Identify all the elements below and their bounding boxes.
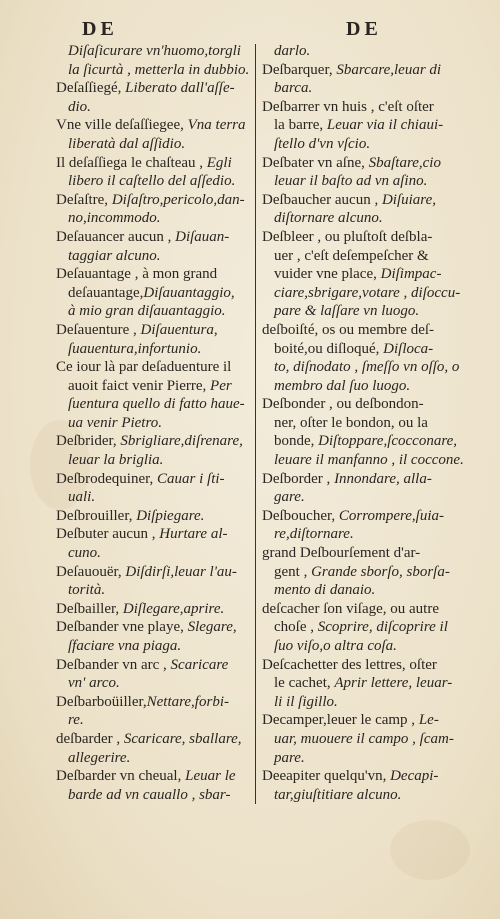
- entry-line: [262, 451, 464, 470]
- entry-line: [56, 321, 250, 340]
- entry-line: [262, 116, 448, 135]
- entry-line: [262, 395, 448, 414]
- entry-line: [262, 470, 448, 489]
- french-headword: Deſauancer aucun ,: [56, 228, 176, 245]
- entry-line: [262, 61, 448, 80]
- french-headword: Ce iour là par deſaduenture il: [56, 359, 232, 376]
- entry-line: [262, 581, 448, 600]
- french-headword: deſcacher ſon viſage, ou autre: [262, 600, 439, 617]
- italian-gloss: uar, muouere il campo , ſcam-: [274, 730, 454, 747]
- entry-line: [262, 284, 461, 303]
- french-headword: deſbarder ,: [56, 730, 124, 747]
- paper-stain: [390, 820, 470, 880]
- french-headword: Deſbrodequiner,: [56, 470, 158, 487]
- italian-gloss: vn' arco.: [68, 675, 120, 692]
- entry-line: [56, 414, 250, 433]
- french-headword: Decamper,leuer le camp ,: [262, 712, 419, 729]
- italian-gloss: liberatà dal aſſidio.: [68, 135, 186, 152]
- french-headword: Deſaſtre,: [56, 191, 112, 208]
- entry-line: [56, 79, 250, 98]
- right-column: [262, 42, 464, 804]
- french-headword: Vne ville deſaſſiegee,: [56, 117, 188, 134]
- french-headword: le cachet,: [274, 675, 335, 692]
- entry-line: [56, 284, 250, 303]
- entry-line: [262, 618, 448, 637]
- column-rule: [255, 44, 256, 804]
- italian-gloss: re,diſtornare.: [274, 526, 354, 543]
- italian-gloss: Vna terra: [187, 117, 246, 134]
- entry-line: [262, 637, 448, 656]
- running-header-left: DE: [82, 18, 118, 40]
- french-headword: Deſbailler,: [56, 600, 123, 617]
- entry-line: [262, 674, 453, 693]
- dictionary-entry: [56, 470, 250, 507]
- italian-gloss: la ſicurtà , metterla in dubbio.: [68, 61, 250, 78]
- italian-gloss: Innondare, alla-: [334, 470, 432, 487]
- entry-line: [56, 247, 250, 266]
- french-headword: Deſbater vn aſne,: [262, 154, 369, 171]
- italian-gloss: à mio gran diſauantaggio.: [68, 303, 226, 320]
- dictionary-entry: [262, 395, 464, 469]
- entry-line: [262, 321, 448, 340]
- entry-line: [56, 693, 250, 712]
- entry-line: [56, 42, 250, 61]
- entry-line: [262, 544, 448, 563]
- dictionary-entry: [56, 656, 250, 693]
- italian-gloss: leuare il manfanno , il coccone.: [274, 452, 464, 469]
- french-headword: Deſbaucher aucun ,: [262, 191, 382, 208]
- italian-gloss: Nettare,forbi-: [146, 693, 229, 710]
- french-headword: Deſbarquer,: [262, 61, 337, 78]
- italian-gloss: to, diſnodato , ſmeſſo vn oſſo, o: [274, 359, 460, 376]
- italian-gloss: Scaricare, sballare,: [123, 730, 242, 747]
- entry-line: [262, 172, 448, 191]
- french-headword: choſe ,: [274, 619, 318, 636]
- entry-line: [262, 563, 448, 582]
- entry-line: [262, 525, 448, 544]
- dictionary-entry: [262, 228, 461, 321]
- dictionary-entry: [56, 563, 250, 600]
- french-headword: Deſbarrer vn huis , c'eſt oſter: [262, 98, 434, 115]
- italian-gloss: ua venir Pietro.: [68, 414, 163, 431]
- italian-gloss: no,incommodo.: [68, 210, 161, 227]
- entry-line: [262, 711, 448, 730]
- italian-gloss: taggiar alcuno.: [68, 247, 161, 264]
- entry-line: [262, 98, 448, 117]
- entry-line: [56, 432, 250, 451]
- italian-gloss: diſtornare alcuno.: [274, 210, 383, 227]
- french-headword: auoit faict venir Pierre,: [68, 377, 211, 394]
- entry-line: [262, 786, 448, 805]
- italian-gloss: Corrompere,ſuia-: [338, 507, 445, 524]
- entry-line: [56, 228, 250, 247]
- entry-line: [56, 451, 250, 470]
- entry-line: [56, 656, 250, 675]
- entry-line: [56, 618, 250, 637]
- entry-line: [262, 730, 454, 749]
- entry-line: [56, 377, 250, 396]
- entry-line: [56, 172, 250, 191]
- italian-gloss: gare.: [274, 489, 305, 506]
- dictionary-entry: [262, 600, 448, 656]
- entry-line: [56, 116, 250, 135]
- dictionary-entry: [56, 358, 250, 432]
- entry-line: [262, 377, 448, 396]
- dictionary-entry: [56, 600, 250, 619]
- entry-line: [56, 711, 250, 730]
- entry-line: [262, 358, 460, 377]
- french-headword: Deſauenture ,: [56, 321, 141, 338]
- entry-line: [56, 191, 250, 210]
- dictionary-entry: [56, 265, 250, 321]
- dictionary-entry: [56, 116, 250, 153]
- dictionary-entry: [262, 767, 448, 804]
- dictionary-entry: [56, 525, 250, 562]
- italian-gloss: Diſdirſi,leuar l'au-: [125, 563, 237, 580]
- dictionary-entry: [56, 618, 250, 655]
- entry-line: [262, 302, 448, 321]
- entry-line: [56, 209, 250, 228]
- french-headword: deſauantage,: [68, 284, 144, 301]
- entry-line: [56, 135, 250, 154]
- french-headword: boité,ou diſloqué,: [274, 340, 384, 357]
- entry-line: [56, 581, 250, 600]
- entry-line: [56, 340, 250, 359]
- dictionary-entry: [262, 61, 448, 98]
- entry-line: [56, 507, 250, 526]
- french-headword: Deſbrouiller,: [56, 507, 137, 524]
- french-headword: vuider vne place,: [274, 266, 381, 283]
- italian-gloss: re.: [68, 712, 84, 729]
- entry-line: [262, 507, 448, 526]
- french-headword: Deſauantage , à mon grand: [56, 266, 218, 283]
- dictionary-entry: [56, 767, 250, 804]
- french-headword: Deſbonder , ou deſbondon-: [262, 396, 424, 413]
- italian-gloss: Sbaſtare,cio: [368, 154, 441, 171]
- french-headword: Deſaſſiegé,: [56, 80, 126, 97]
- french-headword: Deſbrider,: [56, 433, 121, 450]
- french-headword: deſboiſté, os ou membre deſ-: [262, 321, 435, 338]
- italian-gloss: barde ad vn cauallo , sbar-: [68, 786, 231, 803]
- entry-line: [262, 340, 448, 359]
- italian-gloss: darlo.: [274, 43, 311, 59]
- french-headword: Deſbander vn arc ,: [56, 656, 171, 673]
- entry-line: [56, 544, 250, 563]
- left-column: [56, 42, 250, 804]
- entry-line: [56, 563, 250, 582]
- entry-line: [56, 61, 250, 80]
- italian-gloss: li il ſigillo.: [274, 693, 338, 710]
- french-headword: grand Deſbourſement d'ar-: [262, 545, 421, 562]
- entry-line: [262, 154, 448, 173]
- french-headword: Deſcachetter des lettres, oſter: [262, 656, 437, 673]
- dictionary-entry: [262, 191, 448, 228]
- italian-gloss: Sbarcare,leuar di: [336, 61, 442, 78]
- entry-line: [56, 358, 250, 377]
- dictionary-entry: [56, 191, 250, 228]
- italian-gloss: Slegare,: [187, 619, 237, 636]
- running-header: [0, 18, 500, 42]
- dictionary-entry: [262, 544, 448, 600]
- french-headword: Deſboucher,: [262, 507, 339, 524]
- italian-gloss: Egli: [206, 154, 232, 171]
- dictionary-entry: [262, 98, 448, 154]
- entry-line: [262, 767, 448, 786]
- dictionary-entry: [56, 42, 250, 79]
- italian-gloss: Hurtare al-: [159, 526, 228, 543]
- dictionary-entry: [56, 321, 250, 358]
- entry-line: [56, 98, 250, 117]
- dictionary-entry: [262, 42, 448, 61]
- entry-line: [262, 135, 448, 154]
- italian-gloss: Sbrigliare,diſrenare,: [120, 433, 243, 450]
- italian-gloss: dio.: [68, 98, 91, 115]
- italian-gloss: Cauar i ſti-: [157, 470, 225, 487]
- entry-line: [262, 79, 448, 98]
- french-headword: bonde,: [274, 433, 319, 450]
- entry-line: [56, 786, 250, 805]
- italian-gloss: Diſaſicurare vn'huomo,torgli: [68, 43, 241, 59]
- entry-line: [56, 395, 250, 414]
- entry-line: [56, 730, 250, 749]
- entry-line: [262, 414, 448, 433]
- italian-gloss: mento di danaio.: [274, 582, 376, 599]
- italian-gloss: Decapi-: [390, 768, 439, 785]
- dictionary-entry: [56, 228, 250, 265]
- italian-gloss: Diſuiare,: [381, 191, 436, 208]
- entry-line: [56, 767, 250, 786]
- italian-gloss: Diſauentura,: [140, 321, 218, 338]
- french-headword: Deſbleer , ou pluſtoſt deſbla-: [262, 228, 433, 245]
- italian-gloss: Leuar via il chiaui-: [326, 117, 444, 134]
- italian-gloss: pare.: [274, 749, 305, 766]
- entry-line: [262, 247, 448, 266]
- entry-line: [56, 470, 250, 489]
- italian-gloss: Diſtoppare,ſcocconare,: [318, 433, 458, 450]
- italian-gloss: Diſpiegare.: [136, 507, 205, 524]
- entry-line: [56, 525, 250, 544]
- italian-gloss: Scoprire, diſcoprire il: [317, 619, 448, 636]
- italian-gloss: Grande sborſo, sborſa-: [311, 563, 450, 580]
- italian-gloss: allegerire.: [68, 749, 131, 766]
- italian-gloss: libero il caſtello del aſſedio.: [68, 173, 236, 190]
- italian-gloss: Diſauantaggio,: [143, 284, 235, 301]
- dictionary-entry: [262, 154, 448, 191]
- italian-gloss: ſuauentura,infortunio.: [68, 340, 202, 357]
- entry-line: [262, 265, 448, 284]
- italian-gloss: barca.: [274, 80, 313, 97]
- italian-gloss: Le-: [418, 712, 439, 729]
- french-headword: Deſbarder vn cheual,: [56, 768, 186, 785]
- italian-gloss: Diſaſtro,pericolo,dan-: [111, 191, 245, 208]
- entry-line: [56, 265, 250, 284]
- french-headword: Il deſaſſiega le chaſteau ,: [56, 154, 207, 171]
- entry-line: [262, 488, 448, 507]
- dictionary-entry: [56, 730, 250, 767]
- italian-gloss: membro dal ſuo luogo.: [274, 377, 411, 394]
- entry-line: [262, 693, 448, 712]
- dictionary-entry: [56, 79, 250, 116]
- italian-gloss: Scaricare: [170, 656, 229, 673]
- entry-line: [262, 656, 448, 675]
- italian-gloss: ſuo viſo,o altra coſa.: [274, 638, 397, 654]
- french-headword: Deſborder ,: [262, 470, 335, 487]
- italian-gloss: ſuentura quello di fatto haue-: [68, 396, 245, 413]
- french-headword: ner, oſter le bondon, ou la: [274, 414, 428, 431]
- italian-gloss: Per: [210, 377, 232, 394]
- italian-gloss: Diſloca-: [383, 340, 434, 357]
- entry-line: [262, 209, 448, 228]
- italian-gloss: Leuar le: [185, 768, 236, 785]
- italian-gloss: ſfaciare vna piaga.: [68, 638, 182, 654]
- entry-line: [56, 637, 250, 656]
- entry-line: [56, 154, 250, 173]
- dictionary-entry: [262, 507, 448, 544]
- italian-gloss: cuno.: [68, 545, 101, 562]
- entry-line: [56, 749, 250, 768]
- entry-line: [262, 191, 448, 210]
- dictionary-entry: [56, 432, 250, 469]
- french-headword: la barre,: [274, 117, 327, 134]
- dictionary-entry: [262, 470, 448, 507]
- italian-gloss: torità.: [68, 582, 106, 599]
- french-headword: Deſbander vne playe,: [56, 619, 188, 636]
- italian-gloss: Aprir lettere, leuar-: [334, 675, 453, 692]
- french-headword: Deeapiter quelqu'vn,: [262, 768, 391, 785]
- entry-line: [262, 600, 448, 619]
- french-headword: gent ,: [274, 563, 312, 580]
- french-headword: uer , c'eſt deſempeſcher &: [274, 247, 429, 264]
- dictionary-entry: [56, 154, 250, 191]
- dictionary-entry: [262, 656, 453, 712]
- italian-gloss: Diſimpac-: [380, 266, 442, 283]
- italian-gloss: ciare,sbrigare,votare , diſoccu-: [274, 284, 461, 301]
- italian-gloss: Liberato dall'aſſe-: [125, 80, 235, 97]
- italian-gloss: tar,giuſtitiare alcuno.: [274, 786, 402, 803]
- italian-gloss: leuar la briglia.: [68, 452, 164, 469]
- running-header-right: DE: [346, 18, 382, 40]
- entry-line: [56, 600, 250, 619]
- entry-line: [262, 749, 448, 768]
- entry-line: [56, 488, 250, 507]
- italian-gloss: Diſlegare,aprire.: [122, 600, 225, 617]
- dictionary-entry: [56, 507, 250, 526]
- italian-gloss: leuar il baſto ad vn aſino.: [274, 173, 428, 190]
- entry-line: [262, 432, 458, 451]
- entry-line: [56, 302, 250, 321]
- italian-gloss: uali.: [68, 489, 96, 506]
- italian-gloss: Diſauan-: [175, 228, 230, 245]
- dictionary-entry: [56, 693, 250, 730]
- entry-line: [56, 674, 250, 693]
- french-headword: Deſbuter aucun ,: [56, 526, 160, 543]
- french-headword: Deſbarboüiller,: [56, 693, 147, 710]
- entry-line: [262, 228, 448, 247]
- italian-gloss: pare & laſſare vn luogo.: [274, 303, 420, 320]
- italian-gloss: ſtello d'vn vſcio.: [274, 135, 371, 152]
- entry-line: [262, 42, 448, 61]
- french-headword: Deſauouër,: [56, 563, 126, 580]
- dictionary-entry: [262, 321, 460, 395]
- dictionary-entry: [262, 711, 454, 767]
